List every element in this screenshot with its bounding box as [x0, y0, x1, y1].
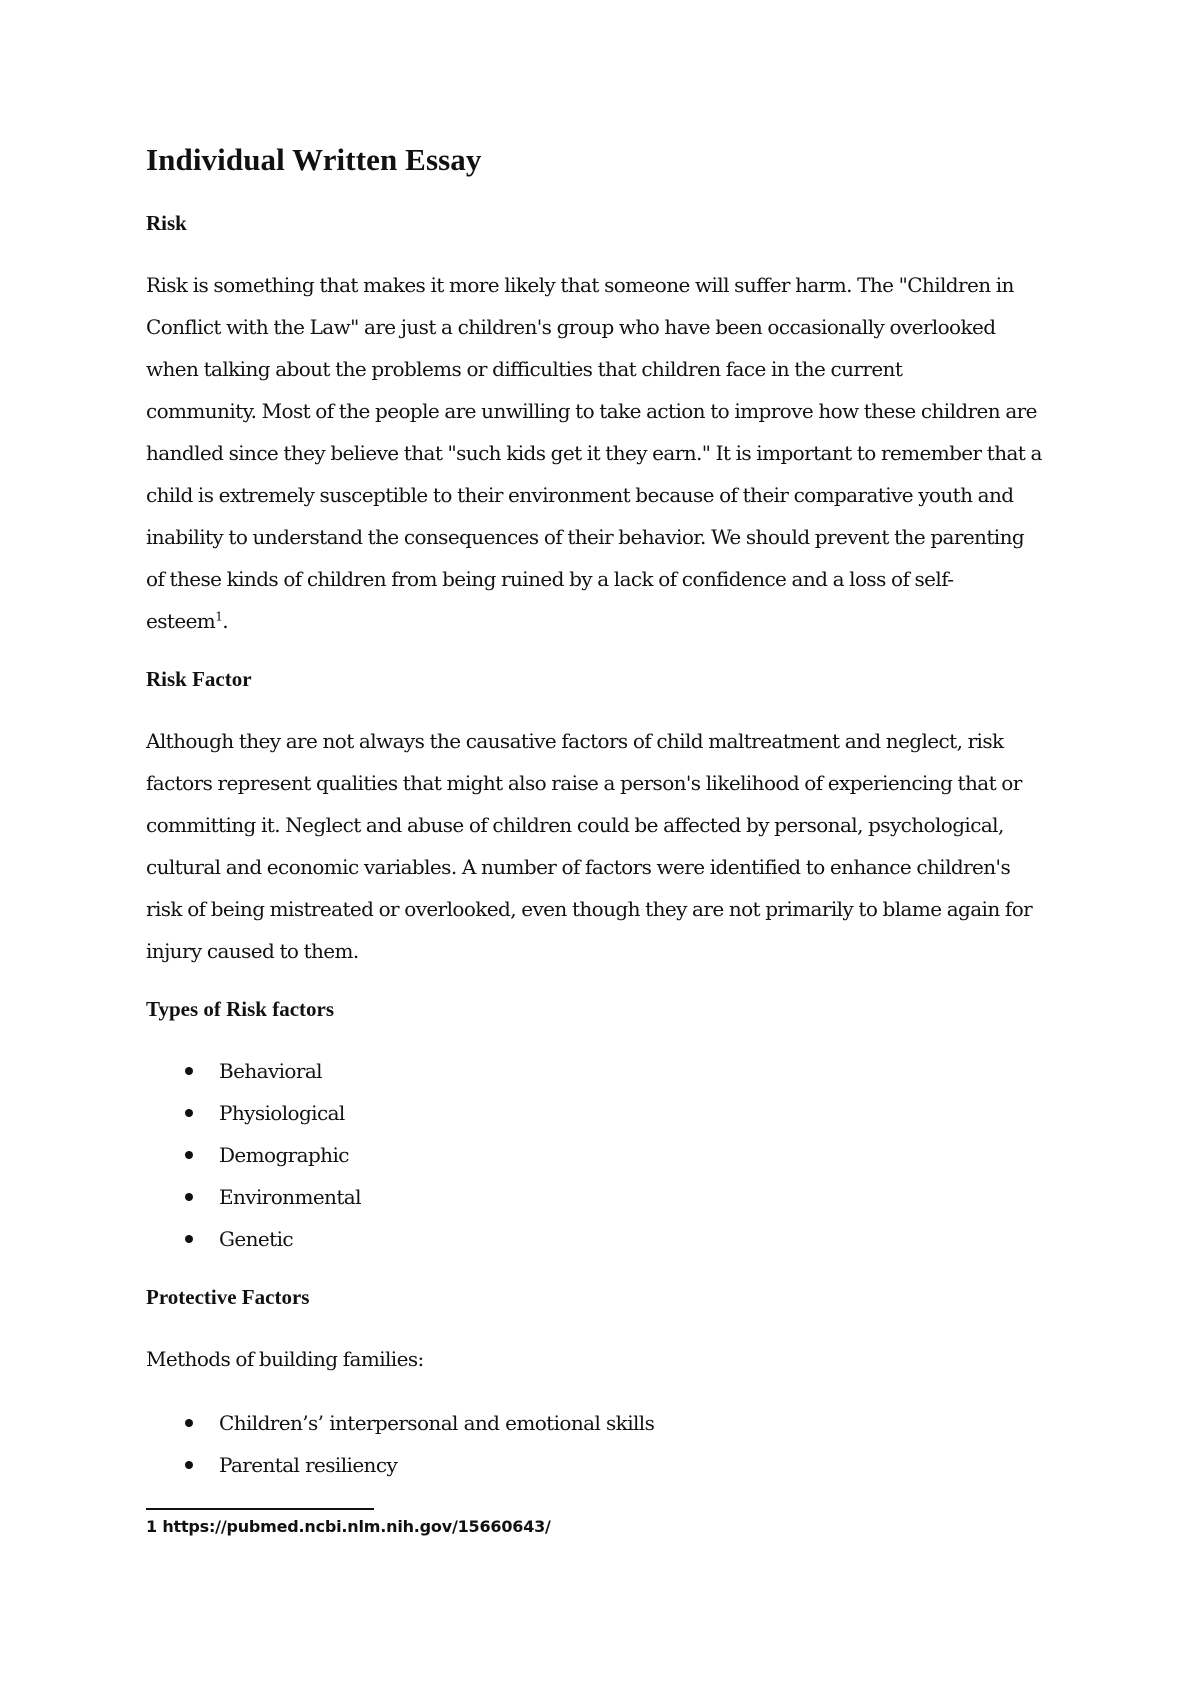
bullet-icon — [185, 1461, 193, 1469]
risk-paragraph-end: . — [222, 609, 228, 633]
list-item-label: Physiological — [219, 1101, 345, 1125]
risk-factor-paragraph-line: factors represent qualities that might also raise a person's likelihood of experiencing that or — [146, 771, 1022, 795]
risk-factor-paragraph-line: Although they are not always the causative factors of child maltreatment and neglect, risk — [146, 729, 1004, 753]
list-item — [146, 1050, 1076, 1092]
risk-paragraph-line: inability to understand the consequences of their behavior. We should prevent the parenting — [146, 525, 1025, 549]
document-body — [146, 140, 1076, 1538]
list-item — [146, 1444, 1076, 1486]
list-item-label: Demographic — [219, 1143, 349, 1167]
protective-intro: Methods of building families: — [146, 1347, 424, 1371]
list-item-label: Environmental — [219, 1185, 361, 1209]
list-item — [146, 1176, 1076, 1218]
risk-paragraph-line: Conflict with the Law" are just a children's group who have been occasionally overlooked — [146, 315, 996, 339]
list-item — [146, 1218, 1076, 1260]
list-item — [146, 1134, 1076, 1176]
list-item — [146, 1402, 1076, 1444]
section-heading-protective: Protective Factors — [146, 1285, 310, 1309]
footnote — [146, 1516, 1076, 1538]
section-heading-risk-factor: Risk Factor — [146, 667, 252, 691]
risk-types-list — [146, 1050, 1076, 1260]
footnote-number: 1 — [146, 1517, 157, 1536]
list-item-label: Behavioral — [219, 1059, 322, 1083]
risk-factor-paragraph-line: committing it. Neglect and abuse of children could be affected by personal, psychological, — [146, 813, 1004, 837]
list-item-label: Parental resiliency — [219, 1453, 398, 1477]
section-heading-risk: Risk — [146, 211, 187, 235]
document-title: Individual Written Essay — [146, 142, 482, 177]
risk-paragraph-line: child is extremely susceptible to their environment because of their comparative youth and — [146, 483, 1014, 507]
risk-paragraph-line: community. Most of the people are unwilling to take action to improve how these children are — [146, 399, 1037, 423]
risk-factor-paragraph-line: injury caused to them. — [146, 939, 359, 963]
bullet-icon — [185, 1067, 193, 1075]
bullet-icon — [185, 1193, 193, 1201]
risk-paragraph-line: when talking about the problems or difficulties that children face in the current — [146, 357, 903, 381]
risk-factor-paragraph-line: risk of being mistreated or overlooked, even though they are not primarily to blame again for — [146, 897, 1033, 921]
bullet-icon — [185, 1109, 193, 1117]
footnote-separator — [146, 1508, 374, 1510]
risk-paragraph — [146, 264, 1076, 642]
bullet-icon — [185, 1419, 193, 1427]
risk-paragraph-line: handled since they believe that "such kids get it they earn." It is important to remember that a — [146, 441, 1042, 465]
risk-factor-paragraph-line: cultural and economic variables. A number of factors were identified to enhance children's — [146, 855, 1011, 879]
risk-paragraph-line: of these kinds of children from being ruined by a lack of confidence and a loss of self- — [146, 567, 954, 591]
bullet-icon — [185, 1235, 193, 1243]
protective-list — [146, 1402, 1076, 1486]
footnote-link[interactable]: https://pubmed.ncbi.nlm.nih.gov/15660643/ — [162, 1517, 551, 1536]
list-item — [146, 1092, 1076, 1134]
bullet-icon — [185, 1151, 193, 1159]
risk-paragraph-line: esteem — [146, 609, 216, 633]
section-heading-types: Types of Risk factors — [146, 997, 335, 1021]
list-item-label: Children’s’ interpersonal and emotional skills — [219, 1411, 655, 1435]
footnote-reference[interactable]: 1 — [215, 609, 223, 624]
risk-factor-paragraph — [146, 720, 1076, 972]
risk-paragraph-line: Risk is something that makes it more likely that someone will suffer harm. The "Children in — [146, 273, 1014, 297]
list-item-label: Genetic — [219, 1227, 293, 1251]
